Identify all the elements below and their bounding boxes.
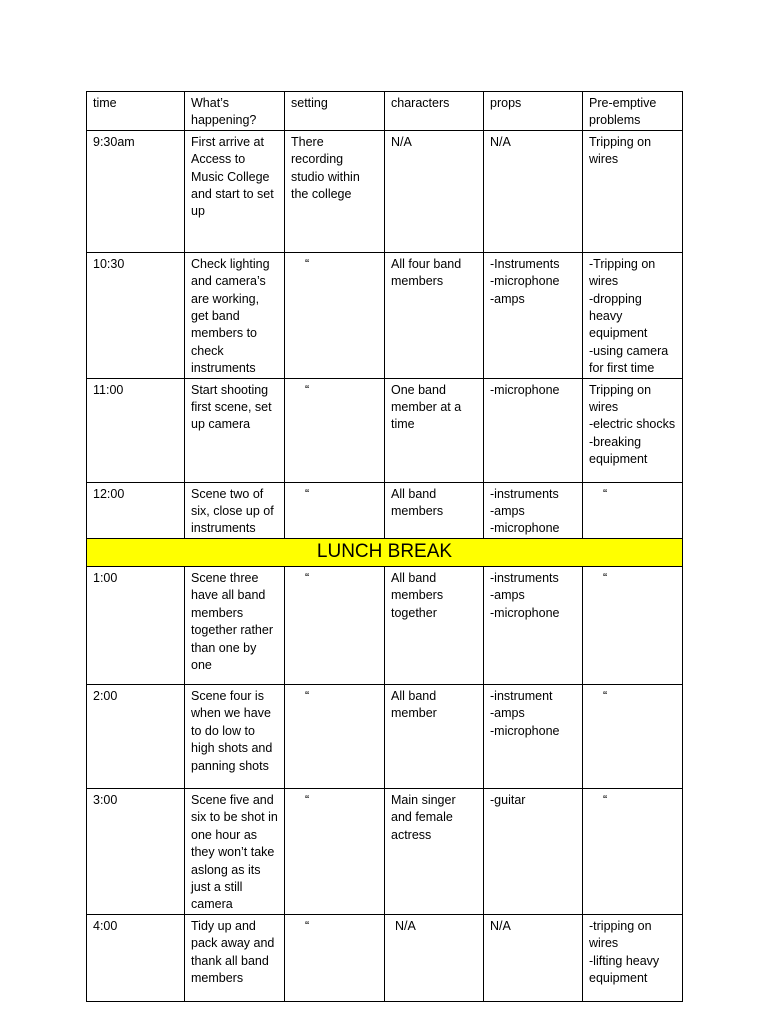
- time-cell: 9:30am: [87, 130, 185, 252]
- characters-cell: N/A: [385, 130, 484, 252]
- setting-cell: “: [285, 482, 385, 538]
- table-row: [87, 252, 683, 378]
- table-row: [87, 130, 683, 252]
- time-cell: 11:00: [87, 378, 185, 482]
- problems-cell: Tripping on wires -electric shocks -breaking equipment: [583, 378, 683, 482]
- characters-cell: One band member at a time: [385, 378, 484, 482]
- happening-cell: Scene four is when we have to do low to high shots and panning shots: [185, 684, 285, 788]
- props-cell: N/A: [484, 130, 583, 252]
- time-cell: 1:00: [87, 566, 185, 684]
- setting-cell: “: [285, 378, 385, 482]
- header-row: [87, 92, 683, 131]
- header-setting: setting: [285, 92, 385, 131]
- time-cell: 12:00: [87, 482, 185, 538]
- problems-cell: “: [583, 788, 683, 914]
- header-time: time: [87, 92, 185, 131]
- props-cell: -Instruments -microphone -amps: [484, 252, 583, 378]
- problems-cell: “: [583, 566, 683, 684]
- time-cell: 4:00: [87, 914, 185, 1001]
- table-row: [87, 788, 683, 914]
- time-cell: 3:00: [87, 788, 185, 914]
- props-cell: -guitar: [484, 788, 583, 914]
- characters-cell: All four band members: [385, 252, 484, 378]
- happening-cell: Scene two of six, close up of instruments: [185, 482, 285, 538]
- happening-cell: First arrive at Access to Music College and start to set up: [185, 130, 285, 252]
- setting-cell: “: [285, 788, 385, 914]
- happening-cell: Check lighting and camera’s are working, get band members to check instruments: [185, 252, 285, 378]
- time-cell: 10:30: [87, 252, 185, 378]
- happening-cell: Scene three have all band members together rather than one by one: [185, 566, 285, 684]
- characters-cell: Main singer and female actress: [385, 788, 484, 914]
- problems-cell: -tripping on wires -lifting heavy equipment: [583, 914, 683, 1001]
- happening-cell: Scene five and six to be shot in one hour as they won’t take aslong as its just a still camera: [185, 788, 285, 914]
- header-problems: Pre-emptive problems: [583, 92, 683, 131]
- props-cell: N/A: [484, 914, 583, 1001]
- table-row: [87, 566, 683, 684]
- schedule-table: [86, 91, 683, 1002]
- characters-cell: All band members together: [385, 566, 484, 684]
- table-row: [87, 378, 683, 482]
- problems-cell: “: [583, 684, 683, 788]
- header-props: props: [484, 92, 583, 131]
- characters-cell: All band members: [385, 482, 484, 538]
- props-cell: -microphone: [484, 378, 583, 482]
- props-cell: -instruments -amps -microphone: [484, 482, 583, 538]
- characters-cell: All band member: [385, 684, 484, 788]
- setting-cell: “: [285, 684, 385, 788]
- table-row: [87, 914, 683, 1001]
- problems-cell: Tripping on wires: [583, 130, 683, 252]
- props-cell: -instrument -amps -microphone: [484, 684, 583, 788]
- header-happening: What’s happening?: [185, 92, 285, 131]
- setting-cell: There recording studio within the college: [285, 130, 385, 252]
- header-characters: characters: [385, 92, 484, 131]
- lunch-break-label: LUNCH BREAK: [87, 538, 683, 566]
- time-cell: 2:00: [87, 684, 185, 788]
- problems-cell: “: [583, 482, 683, 538]
- setting-cell: “: [285, 914, 385, 1001]
- setting-cell: “: [285, 252, 385, 378]
- happening-cell: Start shooting first scene, set up camera: [185, 378, 285, 482]
- setting-cell: “: [285, 566, 385, 684]
- table-row: [87, 482, 683, 538]
- props-cell: -instruments -amps -microphone: [484, 566, 583, 684]
- happening-cell: Tidy up and pack away and thank all band members: [185, 914, 285, 1001]
- characters-cell: N/A: [385, 914, 484, 1001]
- problems-cell: -Tripping on wires -dropping heavy equipment -using camera for first time: [583, 252, 683, 378]
- lunch-row: [87, 538, 683, 566]
- table-row: [87, 684, 683, 788]
